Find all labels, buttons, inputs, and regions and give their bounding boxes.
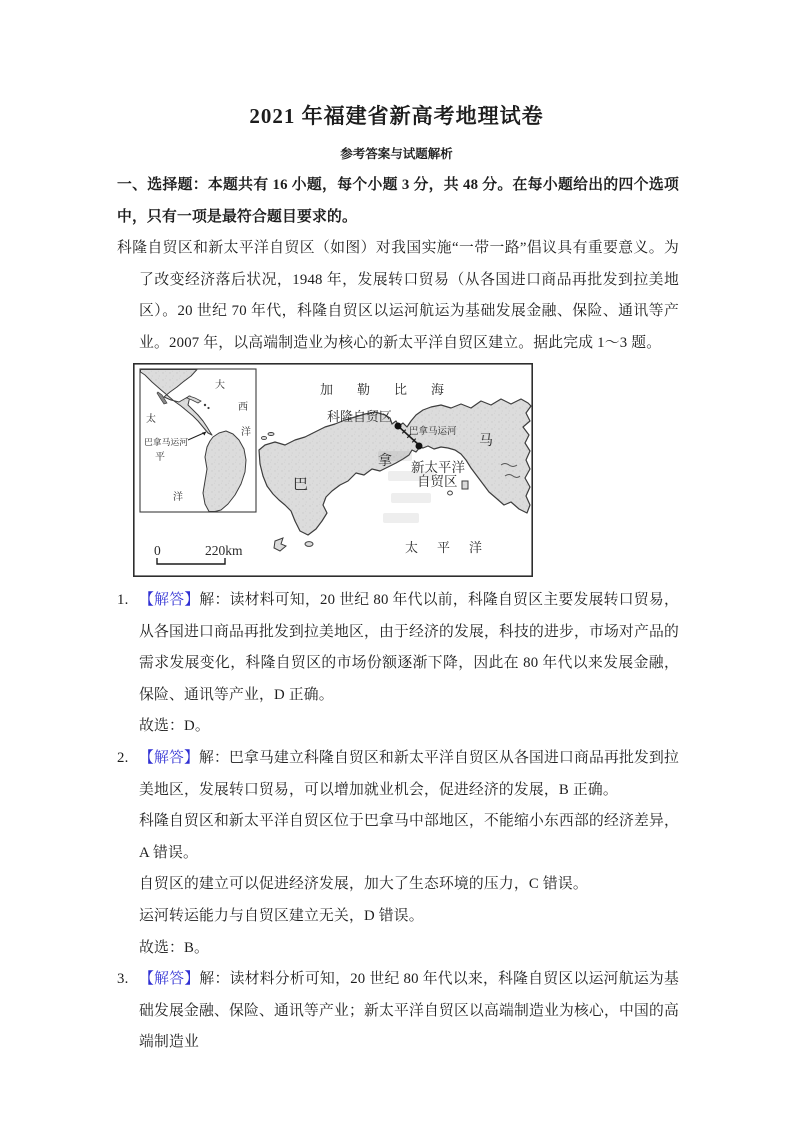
answer-2-paragraph-3: 自贸区的建立可以促进经济发展，加大了生态环境的压力，C 错误。 bbox=[139, 876, 588, 893]
pearl-island-large bbox=[462, 481, 468, 489]
label-new-pacific-ftz-line2: 自贸区 bbox=[417, 474, 458, 489]
answer-1-paragraph-2: 故选：D。 bbox=[139, 718, 210, 735]
answer-2-paragraph-1: 解：巴拿马建立科隆自贸区和新太平洋自贸区从各国进口商品再批发到拉美地区，发展转口贸易，可以增加就业机会，促进经济的发展，B 正确。 bbox=[139, 749, 679, 798]
answer-3-number: 3. bbox=[117, 971, 129, 988]
label-country-na: 拿 bbox=[378, 452, 392, 468]
island-small-2 bbox=[262, 436, 267, 439]
answer-1-paragraph-1: 解：读材料可知，20 世纪 80 年代以前，科隆自贸区主要发展转口贸易，从各国进口商品再批发到拉美地区，由于经济的发展，科技的进步，市场对产品的需求发展变化，科隆自贸区的市场份额逐渐下降，因此在 80 年代以来发展金融，保险、通讯等产业，D 正确。 bbox=[139, 592, 679, 703]
label-pacific-ocean: 太平洋 bbox=[405, 540, 502, 555]
island-small-3 bbox=[268, 433, 274, 436]
panama-map-figure bbox=[133, 363, 533, 577]
label-new-pacific-ftz-line1: 新太平洋 bbox=[411, 460, 465, 475]
answer-3-tag: 【解答】 bbox=[139, 971, 200, 988]
label-caribbean-sea: 加勒比海 bbox=[320, 382, 469, 397]
colon-ftz-dot bbox=[395, 423, 402, 430]
answer-item-3 bbox=[117, 964, 679, 1059]
new-pacific-ftz-dot bbox=[416, 443, 423, 450]
inset-label-pacific-yang: 洋 bbox=[173, 492, 183, 503]
label-country-ma: 马 bbox=[479, 432, 493, 448]
answer-2-paragraph-5: 故选：B。 bbox=[139, 939, 210, 956]
inset-antilles-dot-2 bbox=[207, 407, 209, 409]
inset-label-atlantic-da: 大 bbox=[215, 380, 225, 391]
label-colon-ftz: 科隆自贸区 bbox=[327, 409, 393, 424]
answer-2-tag: 【解答】 bbox=[139, 749, 200, 766]
label-country-ba: 巴 bbox=[293, 476, 309, 493]
inset-antilles-dot-1 bbox=[204, 404, 206, 406]
pearl-island-small bbox=[448, 491, 453, 495]
answer-2-number: 2. bbox=[117, 749, 129, 766]
answer-2-paragraph-4: 运河转运能力与自贸区建立无关，D 错误。 bbox=[139, 907, 424, 924]
inset-label-atlantic-xi: 西 bbox=[238, 402, 248, 413]
answers-section bbox=[117, 585, 679, 1059]
answer-1-tag: 【解答】 bbox=[139, 592, 200, 608]
answer-3-lead bbox=[117, 964, 679, 1059]
inset-label-panama-canal: 巴拿马运河 bbox=[144, 437, 188, 447]
page-title: 2021 年福建省新高考地理试卷 bbox=[249, 104, 544, 128]
question-intro-paragraph: 科隆自贸区和新太平洋自贸区（如图）对我国实施“一带一路”倡议具有重要意义。为了改变经济落后状况，1948 年，发展转口贸易（从各国进口商品再批发到拉美地区）。20 世纪 70 年代，科隆自贸区以运河航运为基础发展金融、保险、通讯等产业。2007 年，以高端制造业为核心的新太平洋自贸区建立。据此完成 1～3 题。 bbox=[117, 240, 679, 351]
answer-item-1 bbox=[117, 585, 679, 743]
answer-3-paragraph-1: 解：读材料分析可知，20 世纪 80 年代以来，科隆自贸区以运河航运为基础发展金融、保险、通讯等产业；新太平洋自贸区以高端制造业为核心，中国的高端制造业 bbox=[139, 971, 679, 1051]
answer-1-lead bbox=[117, 585, 679, 711]
scale-zero-label: 0 bbox=[154, 543, 161, 558]
answer-item-2 bbox=[117, 743, 679, 964]
inset-map bbox=[140, 369, 256, 512]
inset-label-pacific-tai: 太 bbox=[146, 414, 156, 425]
page-subtitle: 参考答案与试题解析 bbox=[340, 147, 453, 161]
answer-1-number: 1. bbox=[117, 592, 129, 608]
inset-label-atlantic-yang: 洋 bbox=[241, 427, 251, 438]
label-panama-canal: 巴拿马运河 bbox=[409, 426, 457, 437]
answer-2-lead bbox=[117, 743, 679, 806]
inset-label-pacific-ping: 平 bbox=[155, 452, 165, 463]
island-small-1 bbox=[305, 542, 313, 547]
answer-2-paragraph-2: 科隆自贸区和新太平洋自贸区位于巴拿马中部地区，不能缩小东西部的经济差异，A 错误。 bbox=[139, 813, 679, 861]
scale-distance-label: 220km bbox=[205, 543, 243, 558]
section-heading: 一、选择题：本题共有 16 小题，每个小题 3 分，共 48 分。在每小题给出的四个选项中，只有一项是最符合题目要求的。 bbox=[117, 177, 679, 225]
